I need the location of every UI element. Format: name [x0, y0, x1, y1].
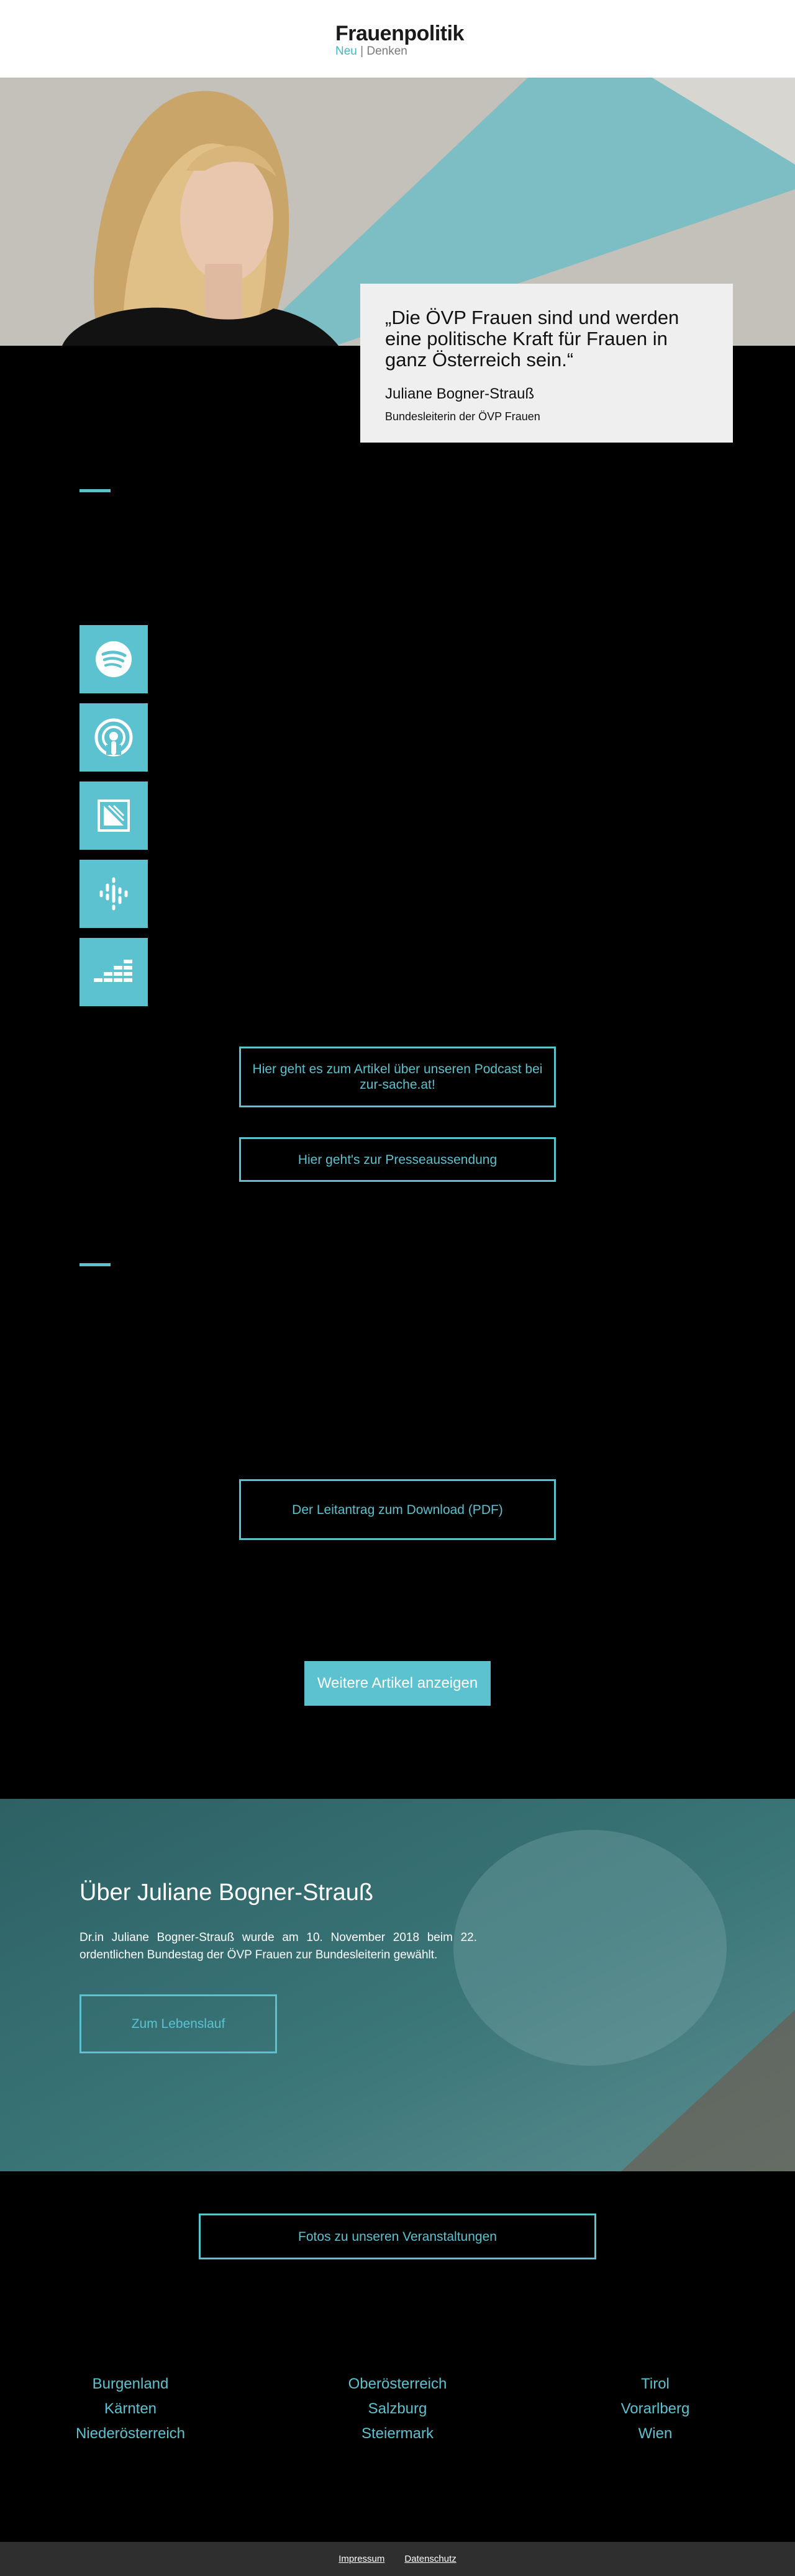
- region-link-kaernten[interactable]: Kärnten: [104, 2400, 157, 2417]
- region-link-vorarlberg[interactable]: Vorarlberg: [620, 2400, 690, 2417]
- site-header: [0, 0, 795, 78]
- about-section: [0, 1799, 795, 2171]
- hero-quote: „Die ÖVP Frauen sind und werden eine politische Kraft für Frauen in ganz Österreich sein.“: [385, 307, 679, 371]
- logo-sub-denken: Denken: [366, 45, 407, 58]
- spotify-icon: [94, 639, 134, 679]
- frauenpolitik-logo[interactable]: [335, 21, 464, 58]
- event-photos-button[interactable]: Fotos zu unseren Veranstaltungen: [199, 2213, 596, 2259]
- google-podcasts-link[interactable]: [80, 860, 148, 928]
- cv-button[interactable]: Zum Lebenslauf: [80, 1994, 277, 2053]
- logo-sub-separator: |: [360, 45, 364, 58]
- deezer-icon: [94, 957, 134, 987]
- press-release-button[interactable]: Hier geht's zur Presseaussendung: [239, 1137, 556, 1182]
- quote-author-name: Juliane Bogner-Strauß: [385, 385, 535, 402]
- quote-author-role: Bundesleiterin der ÖVP Frauen: [385, 410, 540, 423]
- region-link-oberoesterreich[interactable]: Oberösterreich: [348, 2376, 447, 2392]
- region-link-niederoesterreich[interactable]: Niederösterreich: [75, 2425, 186, 2442]
- region-link-steiermark[interactable]: Steiermark: [361, 2425, 434, 2442]
- section-divider-accent: [80, 1263, 111, 1266]
- google-podcasts-icon: [95, 875, 132, 912]
- spotify-link[interactable]: [80, 625, 148, 693]
- region-link-wien[interactable]: Wien: [638, 2425, 673, 2442]
- apple-podcasts-link[interactable]: [80, 703, 148, 772]
- region-link-salzburg[interactable]: Salzburg: [368, 2400, 427, 2417]
- podigee-link[interactable]: [80, 781, 148, 850]
- region-link-burgenland[interactable]: Burgenland: [92, 2376, 169, 2392]
- podigee-icon: [96, 798, 131, 833]
- podcast-article-button[interactable]: Hier geht es zum Artikel über unseren Podcast bei zur-sache.at!: [239, 1047, 556, 1107]
- more-articles-button[interactable]: Weitere Artikel anzeigen: [304, 1661, 491, 1706]
- region-link-tirol[interactable]: Tirol: [641, 2376, 670, 2392]
- section-divider-accent: [80, 489, 111, 492]
- logo-sub-neu: Neu: [335, 45, 357, 58]
- datenschutz-link[interactable]: Datenschutz: [404, 2554, 457, 2564]
- deezer-link[interactable]: [80, 938, 148, 1006]
- logo-subtitle: [335, 45, 407, 58]
- impressum-link[interactable]: Impressum: [338, 2554, 385, 2564]
- logo-main-text: Frauenpolitik: [335, 22, 464, 45]
- quote-box: [360, 284, 733, 443]
- about-background: [0, 1799, 795, 2171]
- about-text: Dr.in Juliane Bogner-Strauß wurde am 10. November 2018 beim 22. ordentlichen Bundestag der ÖVP Frauen zur Bundesleiterin gewählt.: [80, 1931, 477, 1961]
- about-title: Über Juliane Bogner-Strauß: [80, 1880, 374, 1906]
- leitantrag-download-button[interactable]: Der Leitantrag zum Download (PDF): [239, 1479, 556, 1540]
- apple-podcasts-icon: [94, 718, 134, 757]
- site-footer: [0, 2542, 795, 2576]
